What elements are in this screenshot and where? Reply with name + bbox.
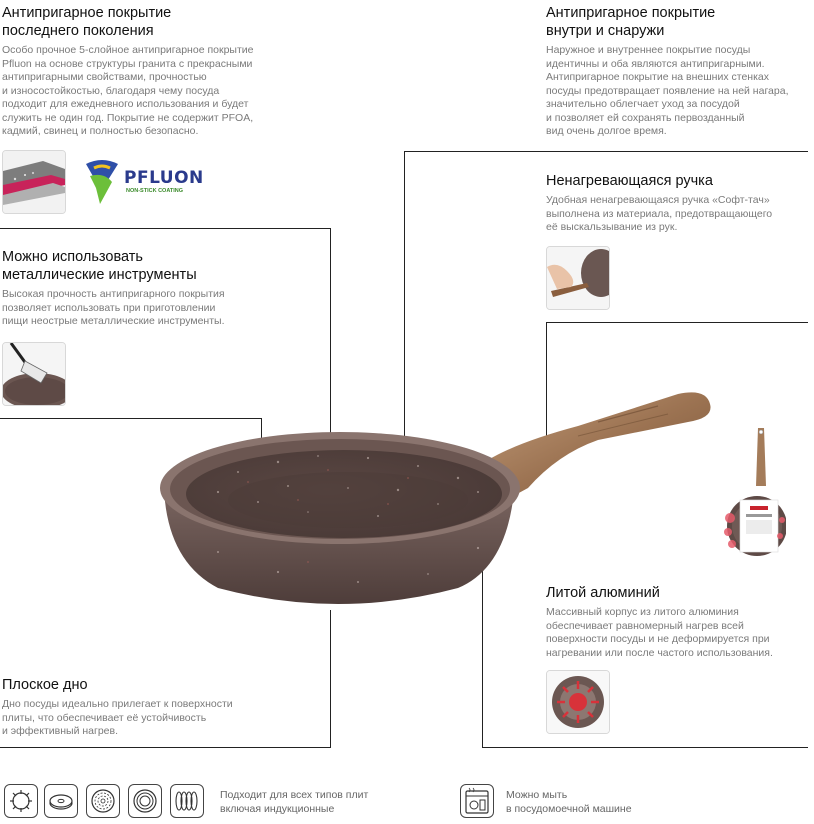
feature-title: Можно использовать металлические инструменты bbox=[2, 249, 197, 283]
cast-bottom-thumbnail bbox=[546, 670, 610, 734]
feature-description: Дно посуды идеально прилегает к поверхности плиты, что обеспечивает её устойчивость и эффективный нагрев. bbox=[2, 698, 233, 737]
feature-title: Ненагревающаяся ручка bbox=[546, 173, 713, 189]
connector-topright-horizontal bbox=[404, 151, 808, 152]
frying-pan-illustration bbox=[158, 392, 718, 612]
feature-cool-handle bbox=[546, 172, 808, 235]
feature-title: Антипригарное покрытие внутри и снаружи bbox=[546, 5, 716, 39]
feature-description: Особо прочное 5-слойное антипригарное покрытие Pfluon на основе структуры гранита с прекрасными антипригарными свойствами, прочностью и износостойкостью, благодаря чему посуда подходит для ежедневного использования и будет служить не один год. Покрытие не содержит PFOA, кадмий, свинец и полностью безопасно. bbox=[2, 44, 254, 137]
feature-nonstick-inside-outside bbox=[546, 4, 808, 139]
feature-description: Наружное и внутреннее покрытие посуды идентичны и оба являются антипригарными. Антипригарное покрытие на внешних стенках посуды предотвращает появление на ней нагара, значительно облегчает уход за посудой и позволяет ей сохранять первозданный вид очень долгое время. bbox=[546, 44, 789, 137]
spatula-thumbnail bbox=[2, 342, 66, 406]
pfluon-tagline: NON-STICK COATING bbox=[126, 188, 184, 194]
connector-bottom-horizontal bbox=[0, 747, 331, 748]
stoves-compat-text: Подходит для всех типов плит включая индукционные bbox=[220, 789, 369, 815]
gas-stove-icon bbox=[4, 784, 38, 818]
glass-ceramic-icon bbox=[86, 784, 120, 818]
pfluon-brand-text: PFLUON bbox=[124, 168, 204, 188]
induction-icon bbox=[170, 784, 204, 818]
coating-layers-thumbnail bbox=[2, 150, 66, 214]
connector-bottom-vertical bbox=[330, 610, 331, 748]
connector-metal-horizontal bbox=[0, 228, 331, 229]
handle-grip-thumbnail bbox=[546, 246, 610, 310]
halogen-stove-icon bbox=[128, 784, 162, 818]
electric-stove-icon bbox=[44, 784, 78, 818]
dishwasher-text: Можно мыть в посудомоечной машине bbox=[506, 789, 632, 815]
connector-aluminum-horizontal bbox=[482, 747, 808, 748]
connector-handle-horizontal bbox=[546, 322, 808, 323]
feature-description: Высокая прочность антипригарного покрытия позволяет использовать при приготовлении пищи неострые металлические инструменты. bbox=[2, 288, 225, 327]
feature-description: Массивный корпус из литого алюминия обеспечивает равномерный нагрев всей поверхности посуды и не деформируется при нагревании или после частого использования. bbox=[546, 606, 773, 659]
feature-title: Плоское дно bbox=[2, 677, 88, 693]
feature-nonstick-latest bbox=[2, 4, 282, 139]
pfluon-logo-mark bbox=[84, 158, 120, 206]
feature-flat-bottom bbox=[2, 676, 302, 739]
pfluon-logo bbox=[84, 158, 204, 208]
feature-title: Литой алюминий bbox=[546, 585, 660, 601]
feature-metal-tools bbox=[2, 248, 302, 329]
feature-description: Удобная ненагревающаяся ручка «Софт-тач» выполнена из материала, предотвращающего её выскальзывание из рук. bbox=[546, 194, 773, 233]
dishwasher-icon bbox=[460, 784, 494, 818]
packaged-pan-image bbox=[724, 428, 786, 576]
feature-title: Антипригарное покрытие последнего поколения bbox=[2, 5, 172, 39]
